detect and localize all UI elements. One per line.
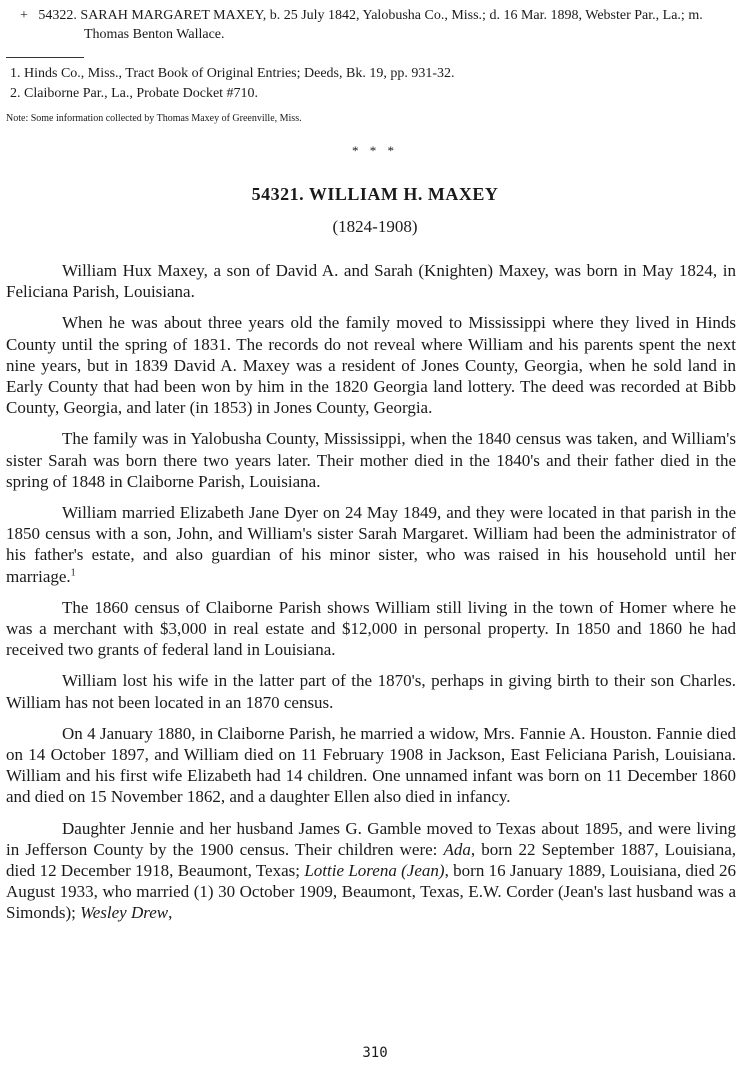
footnotes [10, 64, 730, 104]
paragraph-with-footnote [6, 502, 736, 587]
paragraph: William Hux Maxey, a son of David A. and Sarah (Knighten) Maxey, was born in May 1824, in Feliciana Parish, Louisiana. [6, 261, 736, 302]
entry-marker: + [20, 8, 28, 23]
paragraph [6, 818, 736, 924]
footnote-1: 1. Hinds Co., Miss., Tract Book of Original Entries; Deeds, Bk. 19, pp. 931-32. [10, 66, 455, 81]
section-dates: (1824-1908) [332, 217, 418, 236]
footnote-2: 2. Claiborne Par., La., Probate Docket #710. [10, 86, 259, 101]
paragraph-text: William married Elizabeth Jane Dyer on 24 May 1849, and they were located in that parish in the 1850 census with a son, John, and William's sister Sarah Margaret. William had been the administrator of his father's estate, and also guardian of his minor sister, who was raised in his household until her marriage. [6, 503, 736, 586]
section-separator: * * * [352, 143, 398, 158]
text-run: , born 16 January 1889, Louisiana, died 26 August 1933, who married (1) 30 October 1909, Beaumont, Texas, E.W. Corder (Jean's last husband was a Simonds); [6, 861, 737, 923]
paragraph: When he was about three years old the family moved to Mississippi where they lived in Hinds County until the spring of 1831. The records do not reveal where William and his parents spent the next nine years, but in 1839 David A. Maxey was a resident of Jones County, Georgia, when he sold land in Early County that had been won by him in the 1820 Georgia land lottery. The deed was recorded at Bibb County, Georgia, and later (in 1853) in Jones County, Georgia. [6, 313, 736, 418]
paragraph: The 1860 census of Claiborne Parish shows William still living in the town of Homer where he was a merchant with $3,000 in real estate and $12,000 in personal property. In 1850 and 1860 he had received two grants of federal land in Louisiana. [6, 597, 736, 660]
paragraph: The family was in Yalobusha County, Mississippi, when the 1840 census was taken, and William's sister Sarah was born there two years later. Their mother died in the 1840's and their father died in the spring of 1848 in Claiborne Parish, Louisiana. [6, 429, 736, 491]
paragraph: William lost his wife in the latter part of the 1870's, perhaps in giving birth to their son Charles. William has not been located in an 1870 census. [6, 671, 736, 712]
paragraph: On 4 January 1880, in Claiborne Parish, he married a widow, Mrs. Fannie A. Houston. Fannie died on 14 October 1897, and William died on 11 February 1908 in Jackson, East Feliciana Parish, Louisiana. William and his first wife Elizabeth had 14 children. One unnamed infant was born on 11 December 1860 and died on 15 November 1862, and a daughter Ellen also died in infancy. [6, 723, 736, 807]
text-run: , born 22 September 1887, Louisiana, died 12 December 1918, Beaumont, Texas; [6, 839, 736, 881]
source-note: Note: Some information collected by Thomas Maxey of Greenville, Miss. [6, 113, 302, 124]
entry-text: 54322. SARAH MARGARET MAXEY, b. 25 July 1842, Yalobusha Co., Miss.; d. 16 Mar. 1898, Webster Par., La.; m. Thomas Benton Wallace. [38, 8, 703, 42]
text-run: Daughter Jennie and her husband James G. Gamble moved to Texas about 1895, and were living in Jefferson County by the 1900 census. Their children were: [6, 818, 736, 859]
section-title: 54321. WILLIAM H. MAXEY [251, 184, 499, 204]
footnote-reference: 1 [70, 566, 76, 578]
child-entry [20, 6, 740, 44]
footnote-rule [6, 57, 84, 58]
child-name-lottie: Lottie Lorena (Jean) [304, 861, 445, 881]
child-name-wesley: Wesley Drew [80, 903, 169, 923]
child-name-ada: Ada [443, 839, 471, 859]
body-text [6, 260, 736, 934]
page-number: 310 [362, 1045, 388, 1061]
text-run: , [168, 903, 173, 923]
